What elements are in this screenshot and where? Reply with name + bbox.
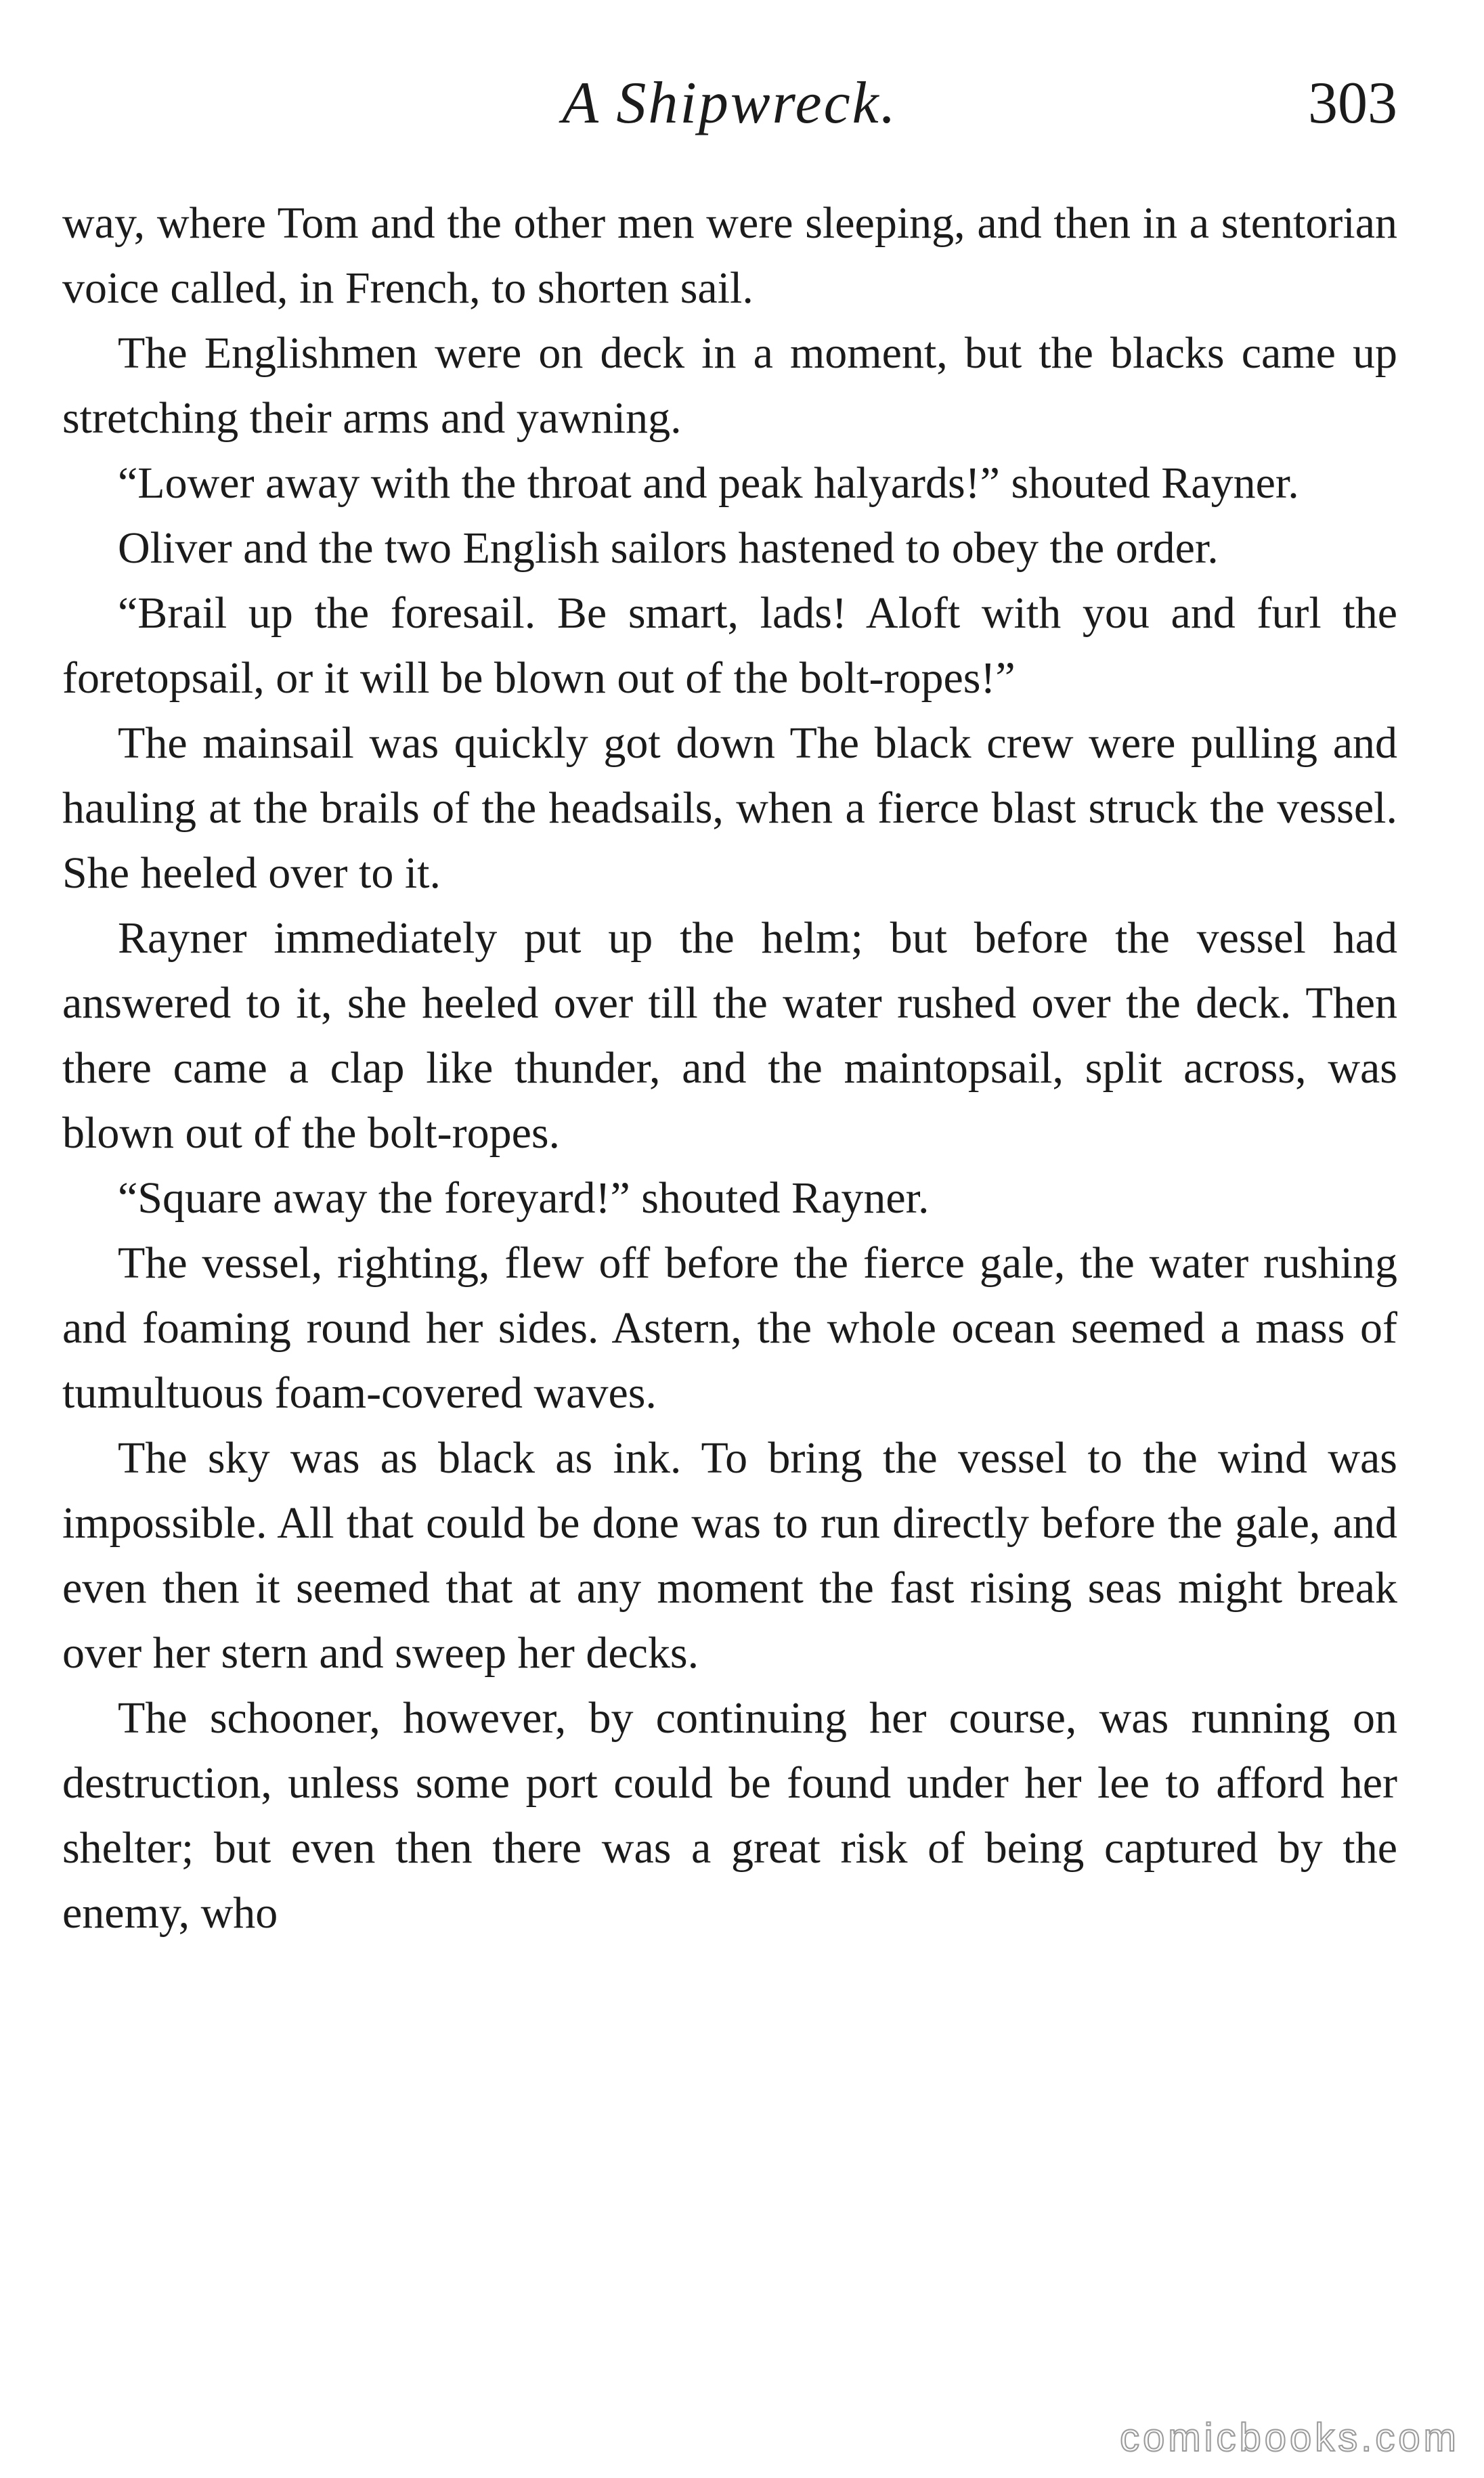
page-number: 303: [1308, 70, 1397, 136]
paragraph: “Lower away with the throat and peak halyards!” shouted Rayner.: [118, 458, 1299, 508]
watermark: comicbooks.com: [1120, 2416, 1460, 2460]
running-head: [62, 60, 1397, 148]
paragraph: The Englishmen were on deck in a moment, but the blacks came up stretching their arms and yawning.: [62, 328, 1397, 443]
paragraph: Oliver and the two English sailors hastened to obey the order.: [118, 523, 1219, 573]
paragraph: The schooner, however, by continuing her course, was running on destruction, unless some port could be found under her lee to afford her shelter; but even then there was a great risk of being captured by the enemy, who: [62, 1693, 1397, 1938]
paragraph: The mainsail was quickly got down The black crew were pulling and hauling at the brails of the headsails, when a fierce blast struck the vessel. She heeled over to it.: [62, 718, 1397, 898]
paragraph: Rayner immediately put up the helm; but before the vessel had answered to it, she heeled over till the water rushed over the deck. Then there came a clap like thunder, and the maintopsail, split across, was blown out of the bolt-ropes.: [62, 913, 1397, 1158]
paragraph: The sky was as black as ink. To bring the vessel to the wind was impossible. All that could be done was to run directly before the gale, and even then it seemed that at any moment the fast rising seas might break over her stern and sweep her decks.: [62, 1433, 1397, 1678]
chapter-title: A Shipwreck.: [562, 70, 898, 136]
body-text: [62, 191, 1397, 1946]
paragraph: way, where Tom and the other men were sleeping, and then in a stentorian voice called, in French, to shorten sail.: [62, 198, 1397, 313]
paragraph: “Brail up the foresail. Be smart, lads! Aloft with you and furl the foretopsail, or it will be blown out of the bolt-ropes!”: [62, 588, 1397, 703]
paragraph: The vessel, righting, flew off before the fierce gale, the water rushing and foaming round her sides. Astern, the whole ocean seemed a mass of tumultuous foam-covered waves.: [62, 1238, 1397, 1418]
paragraph: “Square away the foreyard!” shouted Rayner.: [118, 1173, 930, 1223]
